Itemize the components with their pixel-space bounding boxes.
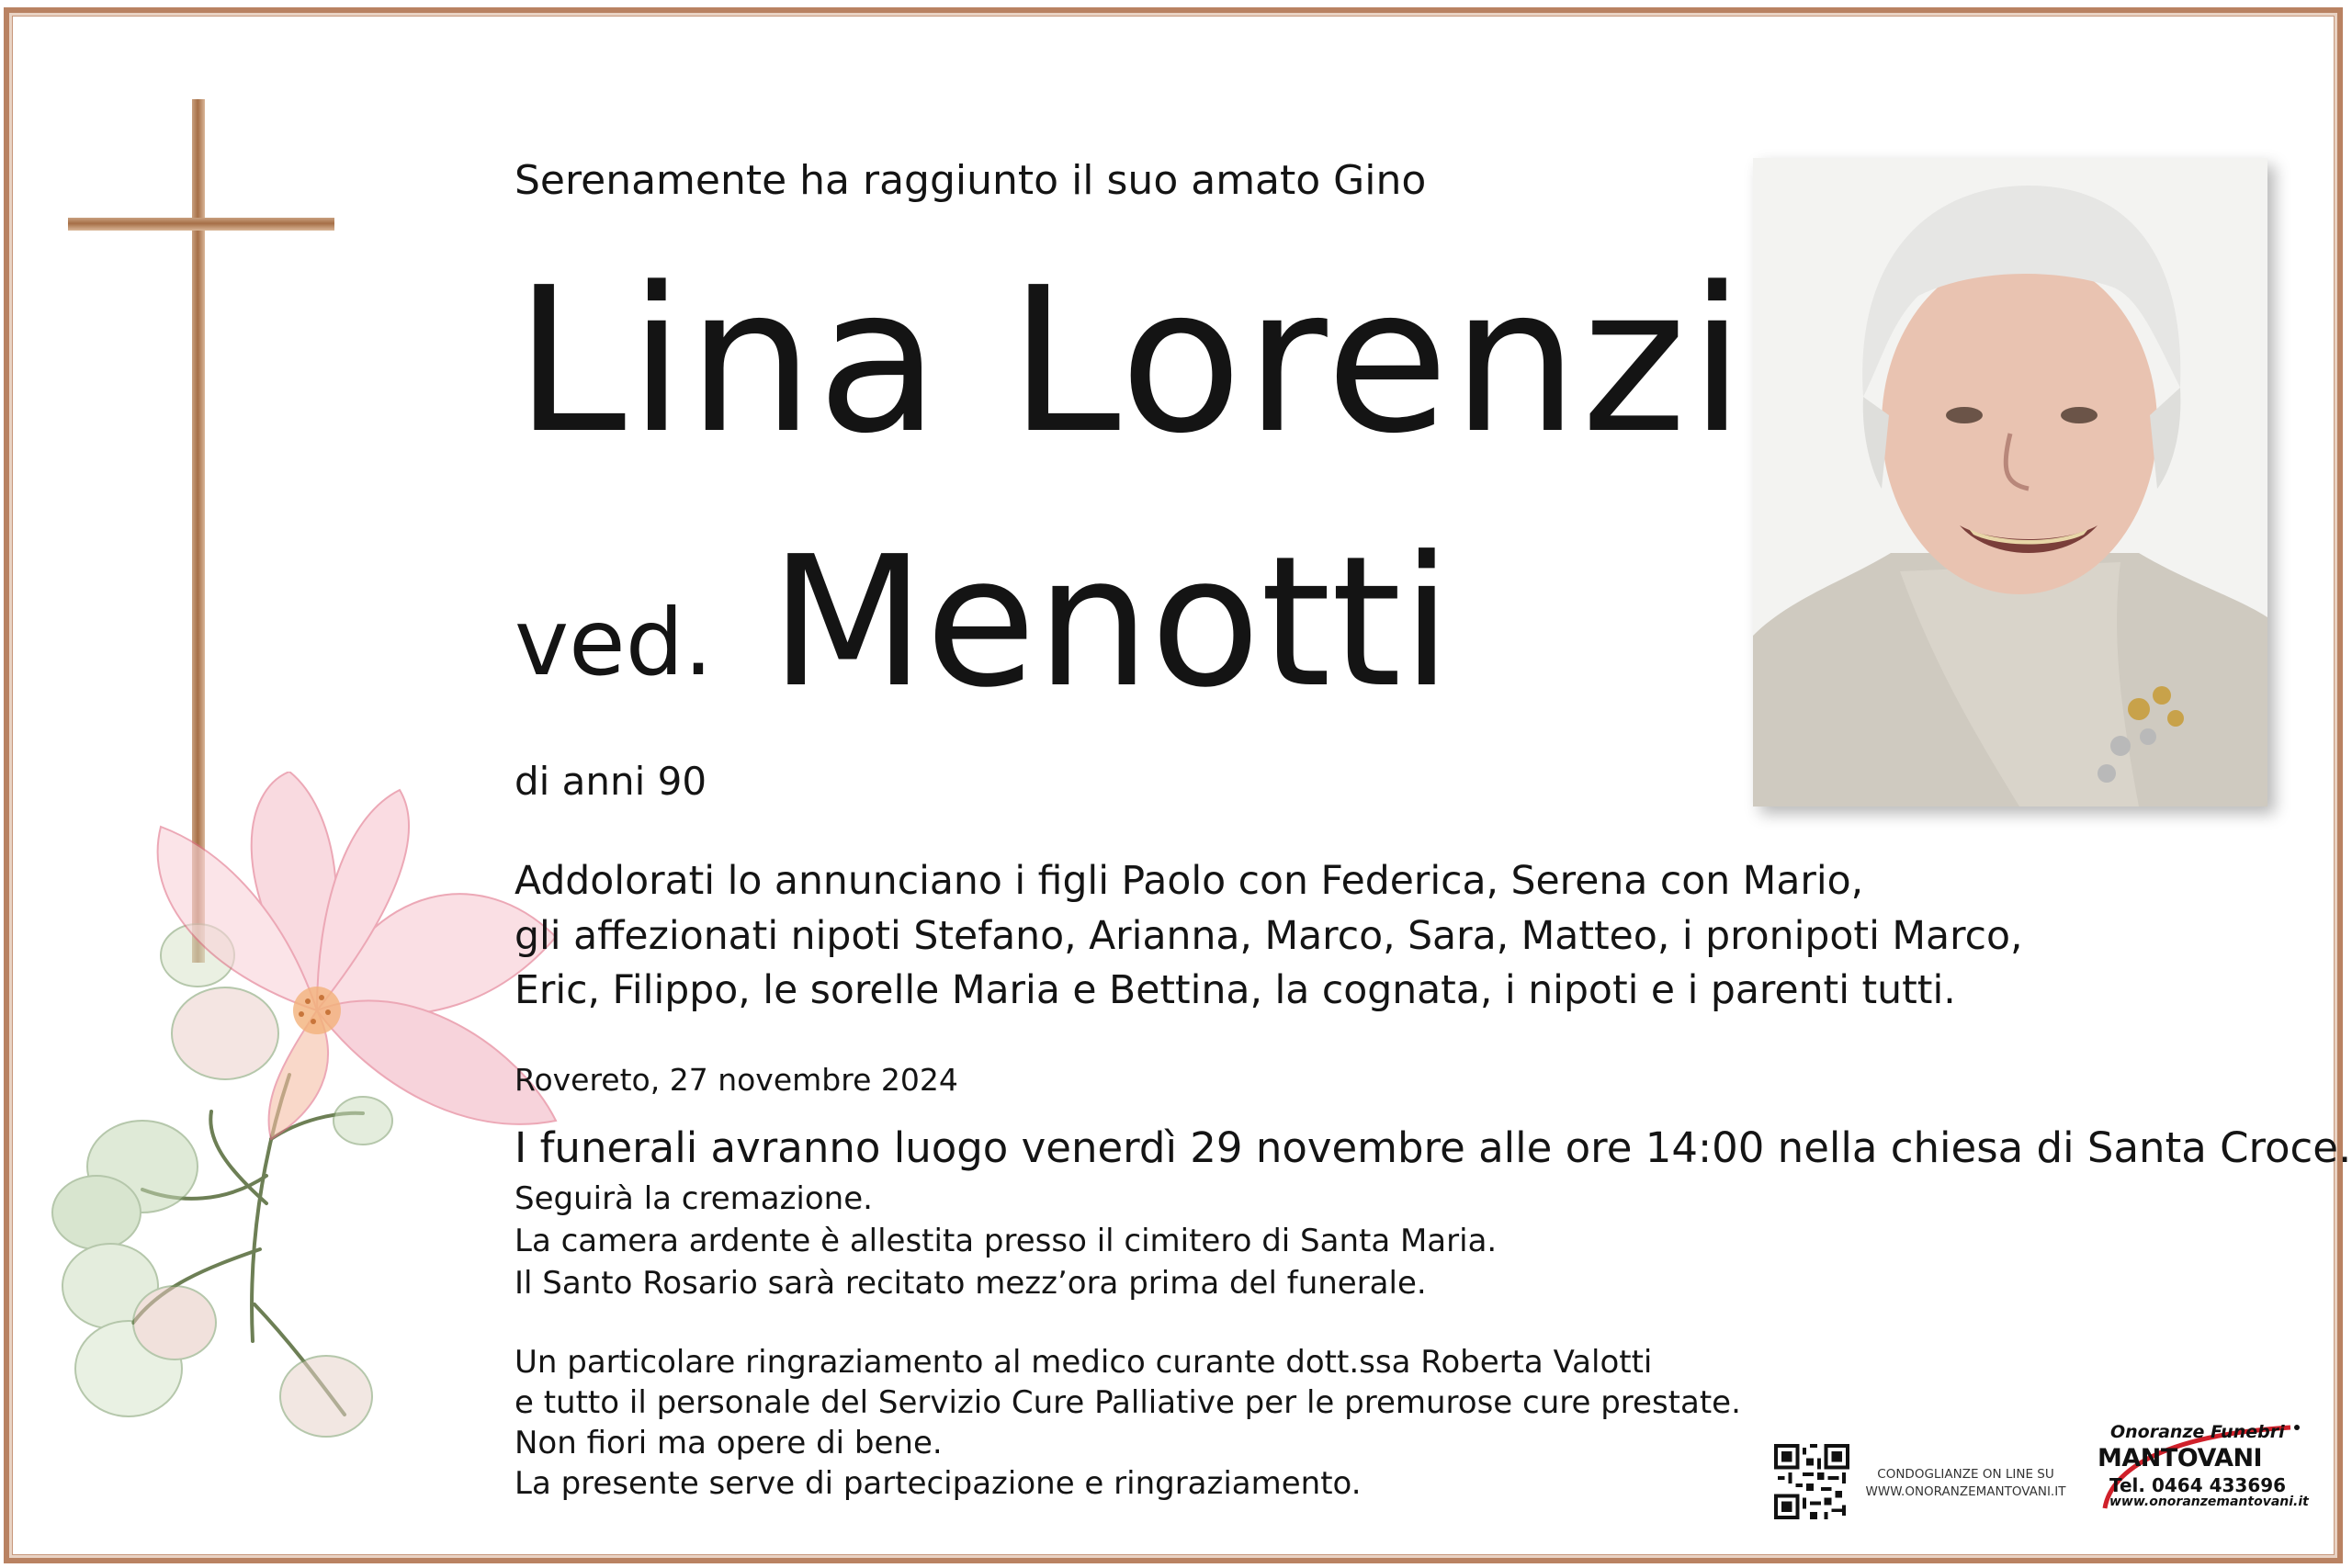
married-surname: Menotti: [770, 518, 1452, 728]
service-detail-line: Seguirà la cremazione.: [514, 1180, 873, 1217]
thanks-line: Un particolare ringraziamento al medico curante dott.ssa Roberta Valotti: [514, 1344, 1653, 1381]
condolences-url[interactable]: WWW.ONORANZEMANTOVANI.IT: [1865, 1484, 2066, 1499]
condolences-label: CONDOGLIANZE ON LINE SU: [1877, 1467, 2054, 1482]
intro-line: Serenamente ha raggiunto il suo amato Gino: [514, 157, 1427, 204]
condolences-online-text: [1858, 1466, 2074, 1501]
announcement-line: Eric, Filippo, le sorelle Maria e Bettina, la cognata, i nipoti e i parenti tutti.: [514, 968, 1956, 1013]
announcement-line: Addolorati lo annunciano i figli Paolo con Federica, Serena con Mario,: [514, 859, 1864, 904]
age-line: di anni 90: [514, 759, 707, 804]
logo-subtitle: Onoranze Funebri: [2110, 1422, 2285, 1442]
announcement-line: gli affezionati nipoti Stefano, Arianna, Marco, Sara, Matteo, i pronipoti Marco,: [514, 914, 2023, 959]
qr-code-icon[interactable]: [1774, 1444, 1849, 1519]
funeral-home-logo: MANTOVANI: [2098, 1444, 2263, 1472]
place-date: Rovereto, 27 novembre 2024: [514, 1062, 958, 1098]
widow-prefix: ved.: [514, 589, 713, 696]
deceased-name: Lina Lorenzi: [514, 245, 1748, 478]
flower-illustration-icon: [41, 772, 593, 1442]
funeral-home-phone: Tel. 0464 433696: [2109, 1474, 2287, 1496]
thanks-line: e tutto il personale del Servizio Cure Palliative per le premurose cure prestate.: [514, 1384, 1741, 1421]
funeral-home-website[interactable]: www.onoranzemantovani.it: [2109, 1495, 2309, 1509]
service-detail-line: La camera ardente è allestita presso il cimitero di Santa Maria.: [514, 1223, 1498, 1259]
cross-icon-horizontal: [68, 218, 334, 231]
service-detail-line: Il Santo Rosario sarà recitato mezz’ora prima del funerale.: [514, 1265, 1427, 1302]
funeral-info: I funerali avranno luogo venerdì 29 novembre alle ore 14:00 nella chiesa di Santa Croce.: [514, 1123, 2352, 1172]
thanks-line: La presente serve di partecipazione e ringraziamento.: [514, 1465, 1362, 1502]
thanks-line: Non fiori ma opere di bene.: [514, 1425, 943, 1461]
deceased-portrait-photo: [1753, 158, 2267, 807]
